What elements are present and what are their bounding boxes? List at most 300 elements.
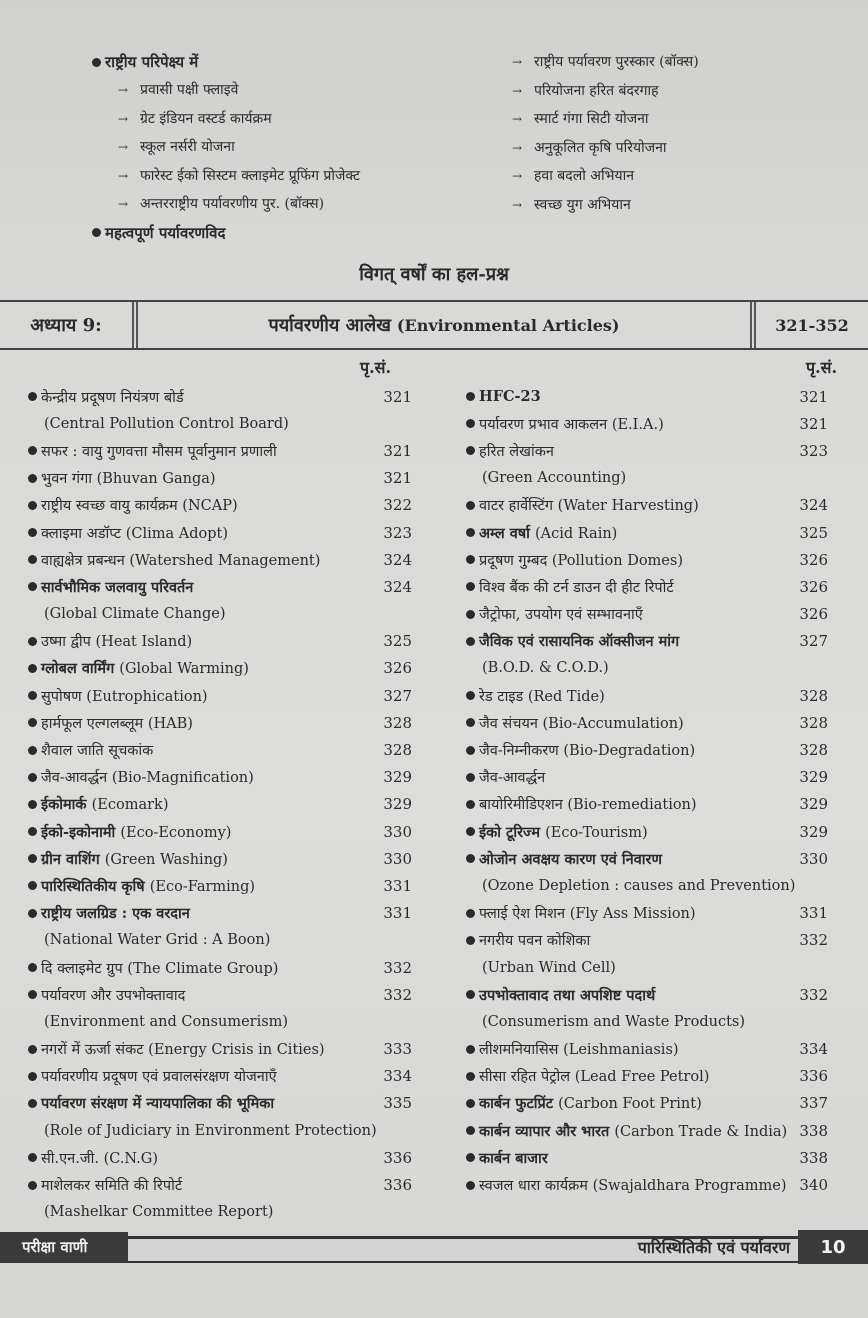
chapter-title (138, 302, 756, 348)
toc-entry (466, 492, 828, 519)
entry-hindi-title: पर्यावरण प्रभाव आकलन (479, 416, 608, 433)
bullet-icon (466, 501, 475, 510)
entry-page-number: 331 (383, 904, 412, 923)
toc-entry (466, 546, 828, 573)
bullet-icon (28, 1045, 37, 1054)
toc-entry (28, 492, 412, 519)
entry-page-number: 332 (799, 985, 828, 1004)
bullet-icon (28, 392, 37, 401)
toc-entry (466, 927, 828, 954)
entry-title (41, 876, 372, 896)
bullet-icon (466, 718, 475, 727)
chapter-pages: 321-352 (775, 315, 849, 335)
entry-page-number: 331 (799, 904, 828, 923)
arrow-icon: → (512, 140, 523, 155)
entry-page-number: 324 (383, 577, 412, 596)
bullet-icon (28, 664, 37, 673)
entry-hindi-title: शैवाल जाति सूचकांक (41, 743, 154, 760)
page-footer (0, 1232, 868, 1262)
entry-title (41, 822, 372, 842)
sub-item: → स्कूल नर्सरी योजना (92, 133, 360, 162)
entry-english-title: (Central Pollution Control Board) (44, 415, 289, 432)
toc-entry (466, 519, 828, 546)
toc-entry (28, 954, 412, 981)
entry-english-title: (Urban Wind Cell) (482, 959, 616, 976)
toc-entry (28, 1171, 412, 1198)
bullet-icon (466, 419, 475, 428)
toc-entry (466, 1171, 828, 1198)
topic-heading: महत्वपूर्ण पर्यावरणविद (92, 219, 360, 247)
entry-title (479, 740, 788, 760)
entry-hindi-title: पर्यावरणीय प्रदूषण एवं प्रवालसंरक्षण योजनाएँ (41, 1069, 277, 1086)
toc-entry (28, 437, 412, 464)
bullet-icon (28, 528, 37, 537)
toc-entry (466, 981, 828, 1008)
entry-page-number: 321 (799, 387, 828, 406)
toc-entry (28, 1090, 412, 1117)
entry-page-number: 324 (799, 496, 828, 515)
entry-english-title: (HAB) (147, 715, 193, 732)
entry-hindi-title: लीशमनियासिस (479, 1042, 559, 1059)
bullet-icon (28, 800, 37, 809)
entry-page-number: 340 (799, 1176, 828, 1195)
entry-page-number: 337 (799, 1094, 828, 1113)
toc-entry-continuation (466, 655, 828, 682)
bullet-icon (466, 936, 475, 945)
entry-hindi-title: भुवन गंगा (41, 471, 92, 488)
entry-page-number: 329 (383, 768, 412, 787)
arrow-icon: → (512, 55, 523, 69)
bullet-icon (28, 773, 37, 782)
entry-title (41, 686, 372, 706)
toc-entry (466, 437, 828, 464)
entry-hindi-title: सुपोषण (41, 688, 82, 705)
entry-title (479, 713, 788, 733)
entry-page-number: 338 (799, 1148, 828, 1167)
entry-hindi-title: नगरीय पवन कोशिका (479, 933, 591, 950)
entry-english-title: (Lead Free Petrol) (574, 1069, 710, 1086)
entry-page-number: 325 (799, 523, 828, 542)
arrow-icon: → (512, 169, 523, 183)
entry-page-number: 330 (383, 822, 412, 841)
toc-entry (28, 573, 412, 600)
bullet-icon (466, 909, 475, 918)
bullet-icon (466, 392, 475, 401)
entry-english-title: (Green Accounting) (482, 470, 627, 487)
bullet-icon (28, 1181, 37, 1190)
bullet-icon (92, 228, 101, 237)
entry-english-title: (Global Warming) (119, 661, 249, 678)
entry-hindi-title: अम्ल वर्षा (479, 524, 530, 542)
bullet-icon (28, 446, 37, 455)
toc-entry (28, 709, 412, 736)
page-column-header-left: पृ.सं. (360, 358, 392, 377)
toc-entry (466, 818, 828, 845)
entry-page-number: 335 (383, 1094, 412, 1113)
arrow-icon: → (512, 197, 523, 212)
entry-title (479, 1148, 788, 1168)
entry-title (479, 849, 788, 869)
toc-entry (466, 601, 828, 628)
entry-hindi-title: ईकोमार्क (41, 796, 87, 814)
entry-title (479, 930, 788, 950)
bullet-icon (466, 691, 475, 700)
toc-entry (466, 845, 828, 872)
entry-page-number: 321 (383, 469, 412, 488)
entry-english-title: (Heat Island) (95, 634, 193, 651)
toc-entry (28, 628, 412, 655)
entry-hindi-title: राष्ट्रीय स्वच्छ वायु कार्यक्रम (41, 498, 178, 515)
entry-page-number: 331 (383, 876, 412, 895)
toc-entry (28, 764, 412, 791)
entry-hindi-title: रेड टाइड (479, 688, 524, 705)
entry-english-title: (Mashelkar Committee Report) (44, 1204, 274, 1221)
entry-title (41, 1093, 372, 1113)
bullet-icon (466, 800, 475, 809)
bullet-icon (466, 610, 475, 619)
entry-title (41, 523, 372, 543)
entry-hindi-title: विश्व बैंक की टर्न डाउन दी हीट रिपोर्ट (479, 579, 674, 596)
entry-english-title: (Bio-Degradation) (563, 743, 696, 760)
entry-page-number: 332 (799, 931, 828, 950)
top-left-column (92, 48, 360, 247)
entry-title (479, 1175, 788, 1195)
entry-page-number: 336 (383, 1148, 412, 1167)
entry-title (41, 1039, 372, 1059)
entry-english-title: (Watershed Management) (129, 552, 321, 569)
entry-page-number: 326 (799, 550, 828, 569)
toc-entry (28, 845, 412, 872)
entry-title (41, 1148, 372, 1168)
subject-label: पारिस्थितिकी एवं पर्यावरण (637, 1238, 790, 1257)
entry-english-title: (Carbon Trade & India) (614, 1123, 788, 1140)
entry-hindi-title: ईको-इकोनामी (41, 823, 116, 841)
bullet-icon (466, 827, 475, 836)
bullet-icon (466, 582, 475, 591)
toc-left-column (28, 383, 412, 1226)
entry-title (41, 958, 372, 978)
toc-entry (466, 791, 828, 818)
bullet-icon (28, 827, 37, 836)
toc-entry (28, 736, 412, 763)
entry-english-title: (Carbon Foot Print) (558, 1096, 702, 1113)
toc-entry (466, 383, 828, 410)
publisher-label: परीक्षा वाणी (0, 1232, 128, 1262)
entry-title (479, 388, 788, 405)
toc-entry (466, 709, 828, 736)
toc-entry (466, 682, 828, 709)
entry-title (479, 822, 788, 842)
entry-hindi-title: जैव संचयन (479, 715, 538, 732)
toc-entry-continuation (466, 872, 828, 899)
entry-hindi-title: कार्बन बाजार (479, 1149, 548, 1167)
bullet-icon (92, 58, 101, 67)
entry-hindi-title: HFC-23 (479, 388, 541, 406)
entry-english-title: (Role of Judiciary in Environment Protection) (44, 1122, 377, 1139)
toc-entry (28, 1063, 412, 1090)
entry-title (41, 1175, 372, 1195)
entry-english-title: (B.O.D. & C.O.D.) (482, 660, 609, 677)
toc-entry (28, 818, 412, 845)
entry-hindi-title: हरित लेखांकन (479, 443, 554, 460)
bullet-icon (28, 854, 37, 863)
top-right-column (512, 48, 699, 219)
toc-entry-continuation (28, 1117, 412, 1144)
entry-english-title: (E.I.A.) (611, 416, 664, 433)
entry-title (479, 985, 788, 1005)
bullet-icon (466, 746, 475, 755)
bullet-icon (466, 773, 475, 782)
entry-title (41, 577, 372, 597)
entry-hindi-title: स्वजल धारा कार्यक्रम (479, 1178, 588, 1195)
bullet-icon (28, 501, 37, 510)
entry-english-title: (The Climate Group) (127, 960, 279, 977)
entry-title (479, 441, 788, 461)
toc-entry (28, 872, 412, 899)
entry-english-title: (Energy Crisis in Cities) (148, 1042, 325, 1059)
entry-title (41, 631, 372, 651)
toc-entry (466, 410, 828, 437)
entry-english-title: (Bio-Accumulation) (542, 715, 684, 732)
toc-right-column (466, 383, 828, 1199)
sub-item: → परियोजना हरित बंदरगाह (512, 77, 699, 106)
entry-hindi-title: प्रदूषण गुम्बद (479, 552, 548, 569)
entry-english-title: (Eco-Tourism) (545, 824, 648, 841)
bullet-icon (466, 446, 475, 455)
entry-page-number: 329 (383, 795, 412, 814)
toc-entry (466, 900, 828, 927)
entry-page-number: 327 (799, 632, 828, 651)
entry-page-number: 328 (799, 713, 828, 732)
bullet-icon (28, 746, 37, 755)
entry-title (479, 1093, 788, 1113)
arrow-icon: → (118, 140, 129, 154)
topic-heading: राष्ट्रीय परिपेक्ष्य में (92, 48, 360, 76)
toc-entry-continuation (466, 954, 828, 981)
entry-title (41, 740, 372, 760)
sub-item: → स्वच्छ युग अभियान (512, 191, 699, 220)
entry-hindi-title: ग्लोबल वार्मिंग (41, 660, 115, 678)
entry-page-number: 328 (799, 686, 828, 705)
entry-title (479, 495, 788, 515)
entry-title (479, 550, 788, 570)
entry-hindi-title: सी.एन.जी. (41, 1150, 99, 1167)
entry-page-number: 329 (799, 822, 828, 841)
bullet-icon (466, 1099, 475, 1108)
toc-entry-continuation (466, 465, 828, 492)
entry-english-title: (Bio-remediation) (567, 797, 697, 814)
entry-title (41, 658, 372, 678)
entry-page-number: 332 (383, 985, 412, 1004)
entry-title (479, 767, 788, 787)
page-column-header-right: पृ.सं. (806, 358, 838, 377)
entry-english-title: (Swajaldhara Programme) (592, 1178, 787, 1195)
entry-hindi-title: केन्द्रीय प्रदूषण नियंत्रण बोर्ड (41, 389, 184, 406)
toc-entry (28, 519, 412, 546)
entry-english-title: (Bio-Magnification) (111, 770, 254, 787)
entry-english-title: (Consumerism and Waste Products) (482, 1013, 746, 1030)
entry-english-title: (Clima Adopt) (125, 525, 228, 542)
bullet-icon (28, 909, 37, 918)
entry-title (479, 1039, 788, 1059)
entry-hindi-title: राष्ट्रीय जलग्रिड : एक वरदान (41, 905, 190, 923)
entry-page-number: 326 (799, 577, 828, 596)
entry-english-title: (National Water Grid : A Boon) (44, 932, 271, 949)
bullet-icon (466, 990, 475, 999)
bullet-icon (28, 1099, 37, 1108)
chapter-header (0, 300, 868, 350)
entry-english-title: (Fly Ass Mission) (569, 906, 696, 923)
entry-page-number: 329 (799, 768, 828, 787)
entry-page-number: 324 (383, 550, 412, 569)
arrow-icon: → (118, 111, 129, 126)
entry-hindi-title: ओजोन अवक्षय कारण एवं निवारण (479, 850, 662, 868)
entry-page-number: 329 (799, 795, 828, 814)
bullet-icon (28, 1153, 37, 1162)
toc-entry (466, 1117, 828, 1144)
entry-title (41, 794, 372, 814)
toc-entry (466, 1036, 828, 1063)
entry-page-number: 328 (383, 741, 412, 760)
sub-item: → स्मार्ट गंगा सिटी योजना (512, 105, 699, 134)
bullet-icon (28, 881, 37, 890)
entry-title (41, 550, 372, 570)
bullet-icon (28, 963, 37, 972)
arrow-icon: → (118, 197, 129, 211)
entry-page-number: 325 (383, 632, 412, 651)
chapter-title-hi: पर्यावरणीय आलेख (268, 315, 391, 336)
entry-english-title: (Green Washing) (104, 851, 228, 868)
bullet-icon (466, 528, 475, 537)
toc-entry (28, 546, 412, 573)
entry-page-number: 334 (383, 1067, 412, 1086)
arrow-icon: → (512, 83, 523, 98)
entry-page-number: 326 (799, 605, 828, 624)
entry-hindi-title: दि क्लाइमेट ग्रुप (41, 960, 123, 977)
toc-entry (28, 682, 412, 709)
entry-title (41, 468, 372, 488)
entry-hindi-title: सफर : वायु गुणवत्ता मौसम पूर्वानुमान प्रणाली (41, 443, 277, 460)
entry-page-number: 321 (383, 441, 412, 460)
toc-entry-continuation (28, 601, 412, 628)
entry-hindi-title: उष्मा द्वीप (41, 634, 91, 651)
bullet-icon (28, 637, 37, 646)
entry-page-number: 330 (383, 849, 412, 868)
entry-hindi-title: जैव-निम्नीकरण (479, 743, 559, 760)
entry-hindi-title: पारिस्थितिकीय कृषि (41, 877, 145, 895)
toc-entry (466, 1090, 828, 1117)
toc-entry (28, 1036, 412, 1063)
entry-page-number: 328 (799, 741, 828, 760)
entry-page-number: 327 (383, 686, 412, 705)
entry-title (479, 414, 788, 434)
bullet-icon (466, 1072, 475, 1081)
toc-entry (466, 628, 828, 655)
entry-english-title: (Environment and Consumerism) (44, 1013, 289, 1030)
entry-hindi-title: उपभोक्तावाद तथा अपशिष्ट पदार्थ (479, 986, 656, 1004)
bullet-icon (466, 555, 475, 564)
entry-title (41, 387, 372, 407)
sub-item: → राष्ट्रीय पर्यावरण पुरस्कार (बॉक्स) (512, 48, 699, 77)
entry-title (479, 631, 788, 651)
entry-page-number: 333 (383, 1040, 412, 1059)
entry-hindi-title: नगरों में ऊर्जा संकट (41, 1042, 144, 1059)
entry-hindi-title: सार्वभौमिक जलवायु परिवर्तन (41, 578, 194, 596)
entry-english-title: (Ecomark) (91, 797, 169, 814)
entry-english-title: (Eco-Farming) (149, 878, 256, 895)
entry-hindi-title: कार्बन व्यापार और भारत (479, 1122, 610, 1140)
entry-hindi-title: जैव-आवर्द्धन (479, 770, 546, 787)
entry-hindi-title: जैविक एवं रासायनिक ऑक्सीजन मांग (479, 633, 680, 651)
entry-page-number: 321 (383, 387, 412, 406)
toc-entry (28, 1144, 412, 1171)
entry-english-title: (C.N.G) (103, 1150, 159, 1167)
bullet-icon (28, 1072, 37, 1081)
entry-page-number: 323 (383, 523, 412, 542)
entry-english-title: (Pollution Domes) (551, 552, 683, 569)
entry-title (41, 849, 372, 869)
toc-entry (28, 900, 412, 927)
sub-item: → हवा बदलो अभियान (512, 162, 699, 191)
bullet-icon (466, 1045, 475, 1054)
entry-english-title: (Red Tide) (527, 688, 605, 705)
chapter-title-en: (Environmental Articles) (396, 315, 620, 335)
entry-page-number: 338 (799, 1121, 828, 1140)
bullet-icon (466, 1126, 475, 1135)
sub-item: → फारेस्ट ईको सिस्टम क्लाइमेट प्रूफिंग प्रोजेक्ट (92, 162, 360, 191)
entry-hindi-title: ईको टूरिज्म (479, 823, 541, 841)
entry-english-title: (Bhuvan Ganga) (96, 471, 216, 488)
bullet-icon (28, 691, 37, 700)
entry-hindi-title: जैट्रोफा, उपयोग एवं सम्भावनाएँ (479, 607, 643, 624)
sub-item: → ग्रेट इंडियन वस्टर्ड कार्यक्रम (92, 105, 360, 134)
page-number: 10 (798, 1230, 868, 1264)
entry-page-number: 332 (383, 958, 412, 977)
entry-title (41, 985, 372, 1005)
entry-title (479, 794, 788, 814)
bullet-icon (28, 555, 37, 564)
toc-entry (28, 981, 412, 1008)
entry-hindi-title: जैव-आवर्द्धन (41, 770, 108, 787)
entry-title (479, 523, 788, 543)
sub-item: → अनुकूलित कृषि परियोजना (512, 134, 699, 163)
toc-entry (466, 573, 828, 600)
bullet-icon (466, 854, 475, 863)
entry-hindi-title: बायोरिमीडिएशन (479, 797, 563, 814)
bullet-icon (28, 582, 37, 591)
entry-title (479, 903, 788, 923)
entry-page-number: 326 (383, 659, 412, 678)
sub-item: → अन्तरराष्ट्रीय पर्यावरणीय पुर. (बॉक्स) (92, 190, 360, 219)
arrow-icon: → (512, 112, 523, 126)
entry-english-title: (Global Climate Change) (44, 606, 226, 623)
arrow-icon: → (118, 168, 129, 183)
entry-title (41, 767, 372, 787)
entry-page-number: 336 (383, 1176, 412, 1195)
entry-english-title: (Leishmaniasis) (563, 1042, 679, 1059)
toc-entry-continuation (466, 1008, 828, 1035)
bullet-icon (466, 1153, 475, 1162)
toc-entry (466, 736, 828, 763)
entry-hindi-title: कार्बन फुटप्रिंट (479, 1095, 554, 1113)
toc-entry (466, 1144, 828, 1171)
entry-page-number: 330 (799, 849, 828, 868)
toc-entry-continuation (28, 1008, 412, 1035)
bullet-icon (466, 637, 475, 646)
toc-entry-continuation (28, 927, 412, 954)
bullet-icon (466, 1181, 475, 1190)
entry-hindi-title: फ्लाई ऐश मिशन (479, 906, 566, 923)
